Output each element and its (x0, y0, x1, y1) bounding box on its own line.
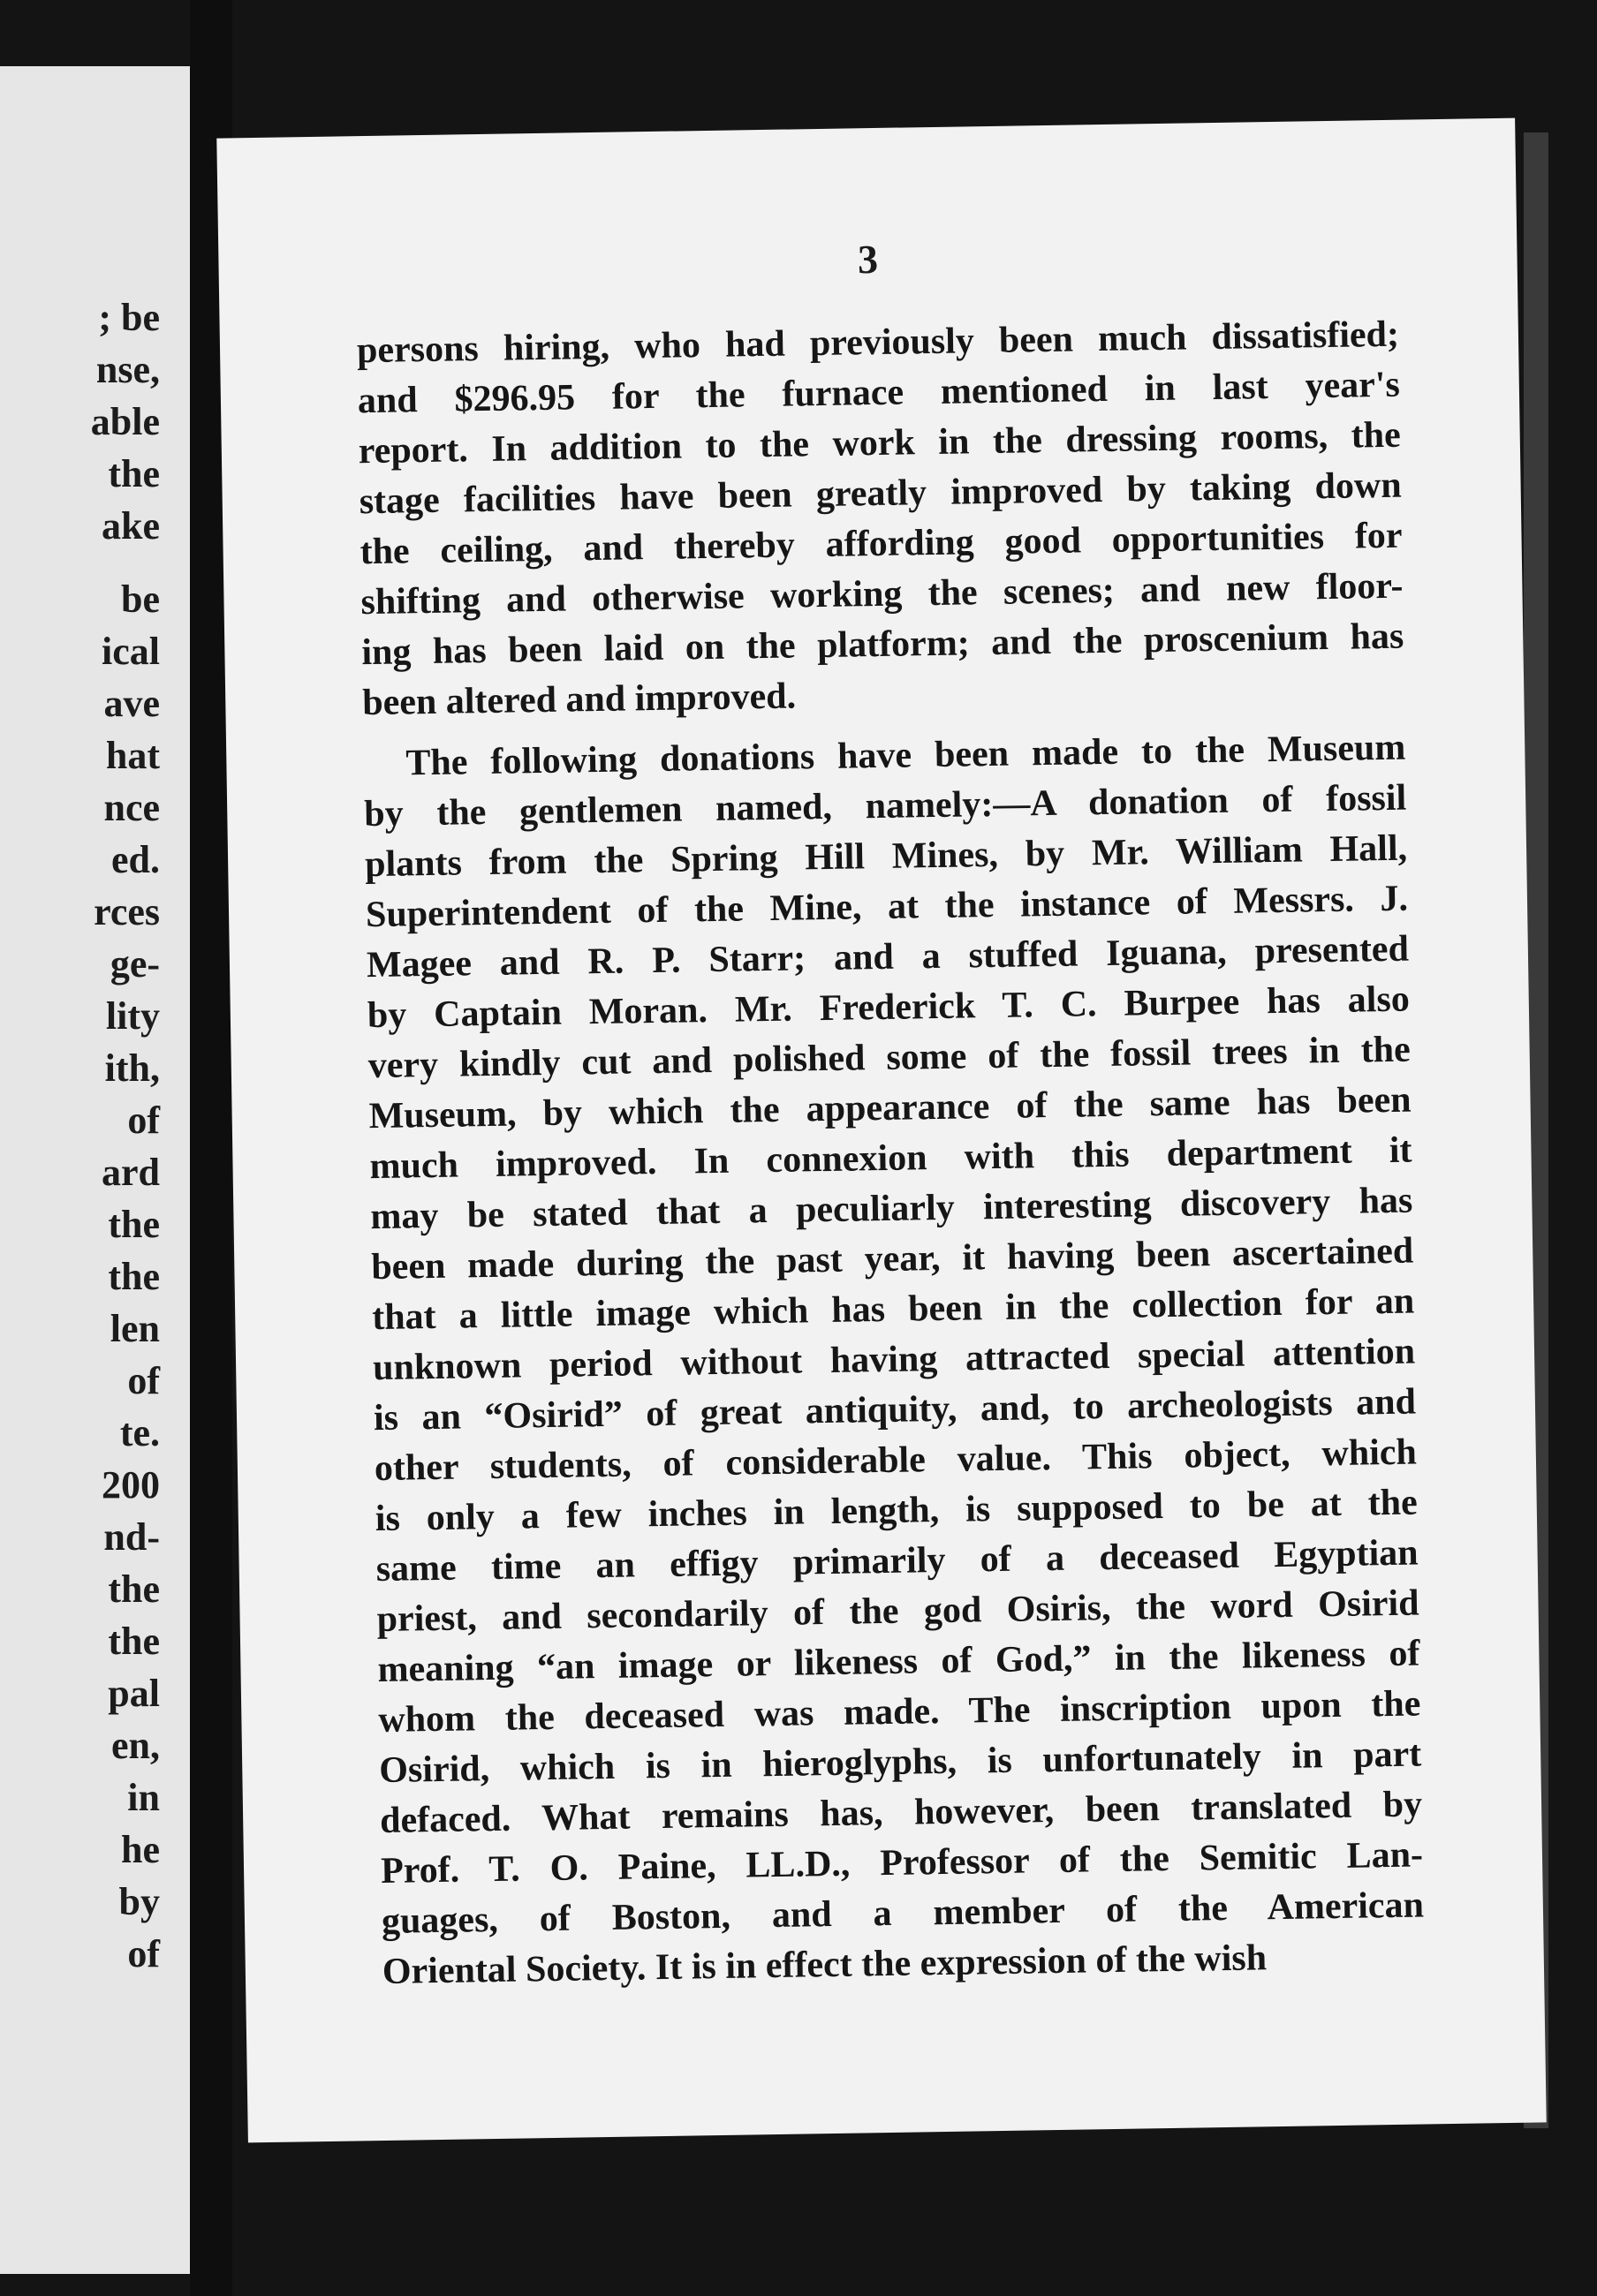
left-fragment-line: able (90, 400, 160, 443)
left-page (0, 66, 190, 2274)
left-fragment-line: be (121, 578, 160, 621)
left-fragment-line: hat (105, 734, 160, 777)
left-fragment-line: nd- (103, 1515, 160, 1559)
left-fragment-line: ge- (110, 942, 160, 986)
left-fragment-line: nse, (95, 348, 160, 391)
left-fragment-line: ; be (98, 296, 160, 339)
left-fragment-line: rces (94, 890, 160, 933)
left-fragment-line: the (108, 1203, 160, 1246)
text-line: is only a few inches in length, is supposed to be at the (375, 1482, 1419, 1540)
paragraph-1 (357, 310, 1405, 729)
text-line: by the gentlemen named, namely:—A donation of fossil (363, 777, 1407, 835)
text-line: the ceiling, and thereby affording good opportunities for (360, 515, 1403, 573)
left-fragment-line: nce (103, 786, 160, 829)
left-fragment-line: ake (102, 504, 160, 548)
body-text (357, 310, 1426, 1998)
page-number: 3 (857, 236, 879, 283)
text-line: defaced. What remains has, however, been translated by (379, 1784, 1423, 1842)
left-fragment-line: the (108, 1567, 160, 1611)
text-line: very kindly cut and polished some of the fossil trees in the (367, 1029, 1411, 1087)
left-fragment-line: lity (105, 994, 160, 1038)
left-fragment-line: pal (108, 1672, 160, 1715)
text-line: that a little image which has been in the collection for an (371, 1280, 1415, 1339)
left-fragment-line: te. (119, 1411, 160, 1454)
text-line: Prof. T. O. Paine, LL.D., Professor of the Semitic Lan- (380, 1834, 1424, 1892)
left-fragment-line: ical (102, 630, 160, 673)
text-line: unknown period without having attracted special attention (372, 1331, 1416, 1389)
text-line: ing has been laid on the platform; and the proscenium has (361, 616, 1404, 674)
paragraph-2 (363, 723, 1425, 1998)
left-fragment-line: of (127, 1359, 160, 1402)
text-line: been altered and improved. (361, 676, 797, 724)
text-line: much improved. In connexion with this department it (369, 1129, 1412, 1188)
text-line: guages, of Boston, and a member of the American (381, 1884, 1425, 1942)
left-fragment-line: the (108, 1620, 160, 1663)
text-line: same time an effigy primarily of a deceased Egyptian (375, 1532, 1419, 1590)
text-line: Museum, by which the appearance of the same has been (368, 1079, 1412, 1137)
text-line: Superintendent of the Mine, at the instance of Messrs. J. (365, 878, 1409, 936)
text-line: shifting and otherwise working the scenes; and new floor- (360, 565, 1404, 623)
text-line: other students, of considerable value. This object, which (374, 1431, 1418, 1490)
text-line: by Captain Moran. Mr. Frederick T. C. Burpee has also (367, 978, 1411, 1037)
left-fragment-line: by (118, 1880, 160, 1923)
left-page-text-fragments (91, 291, 160, 1980)
left-fragment-line: the (108, 452, 160, 495)
text-line: may be stated that a peculiarly interesting discovery has (370, 1180, 1413, 1238)
right-page (216, 118, 1546, 2143)
left-fragment-line: the (108, 1255, 160, 1298)
left-fragment-line: len (110, 1307, 160, 1350)
left-fragment-line: ave (103, 682, 160, 725)
text-line: is an “Osirid” of great antiquity, and, to archeologists and (373, 1381, 1417, 1439)
text-line: stage facilities have been greatly improved by taking down (359, 464, 1402, 523)
left-fragment-line: ith, (104, 1046, 160, 1090)
left-fragment-line: 200 (102, 1463, 160, 1507)
left-fragment-line (91, 552, 160, 573)
left-fragment-line: ed. (111, 838, 160, 881)
text-line: plants from the Spring Hill Mines, by Mr. William Hall, (364, 827, 1408, 886)
left-fragment-line: of (127, 1932, 160, 1975)
text-line: been made during the past year, it having been ascertained (371, 1230, 1414, 1288)
text-line: Magee and R. P. Starr; and a stuffed Iguana, presented (366, 928, 1410, 986)
text-line: persons hiring, who had previously been much dissatisfied; (356, 313, 1400, 372)
text-line: The following donations have been made to the Museum (405, 727, 1406, 784)
left-fragment-line: of (127, 1099, 160, 1142)
text-line: and $296.95 for the furnace mentioned in last year's (357, 364, 1401, 422)
left-fragment-line: en, (111, 1724, 160, 1767)
text-line: whom the deceased was made. The inscription upon the (378, 1683, 1421, 1741)
left-fragment-line: he (121, 1828, 160, 1871)
text-line: priest, and secondarily of the god Osiris, the word Osirid (376, 1582, 1419, 1641)
text-line: report. In addition to the work in the dressing rooms, the (358, 414, 1402, 472)
left-fragment-line: ard (102, 1151, 160, 1194)
text-line: Oriental Society. It is in effect the expression of the wish (382, 1937, 1268, 1992)
text-line: meaning “an image or likeness of God,” in the likeness of (377, 1633, 1420, 1691)
left-fragment-line: in (127, 1776, 160, 1819)
text-line: Osirid, which is in hieroglyphs, is unfortunately in part (378, 1733, 1422, 1792)
